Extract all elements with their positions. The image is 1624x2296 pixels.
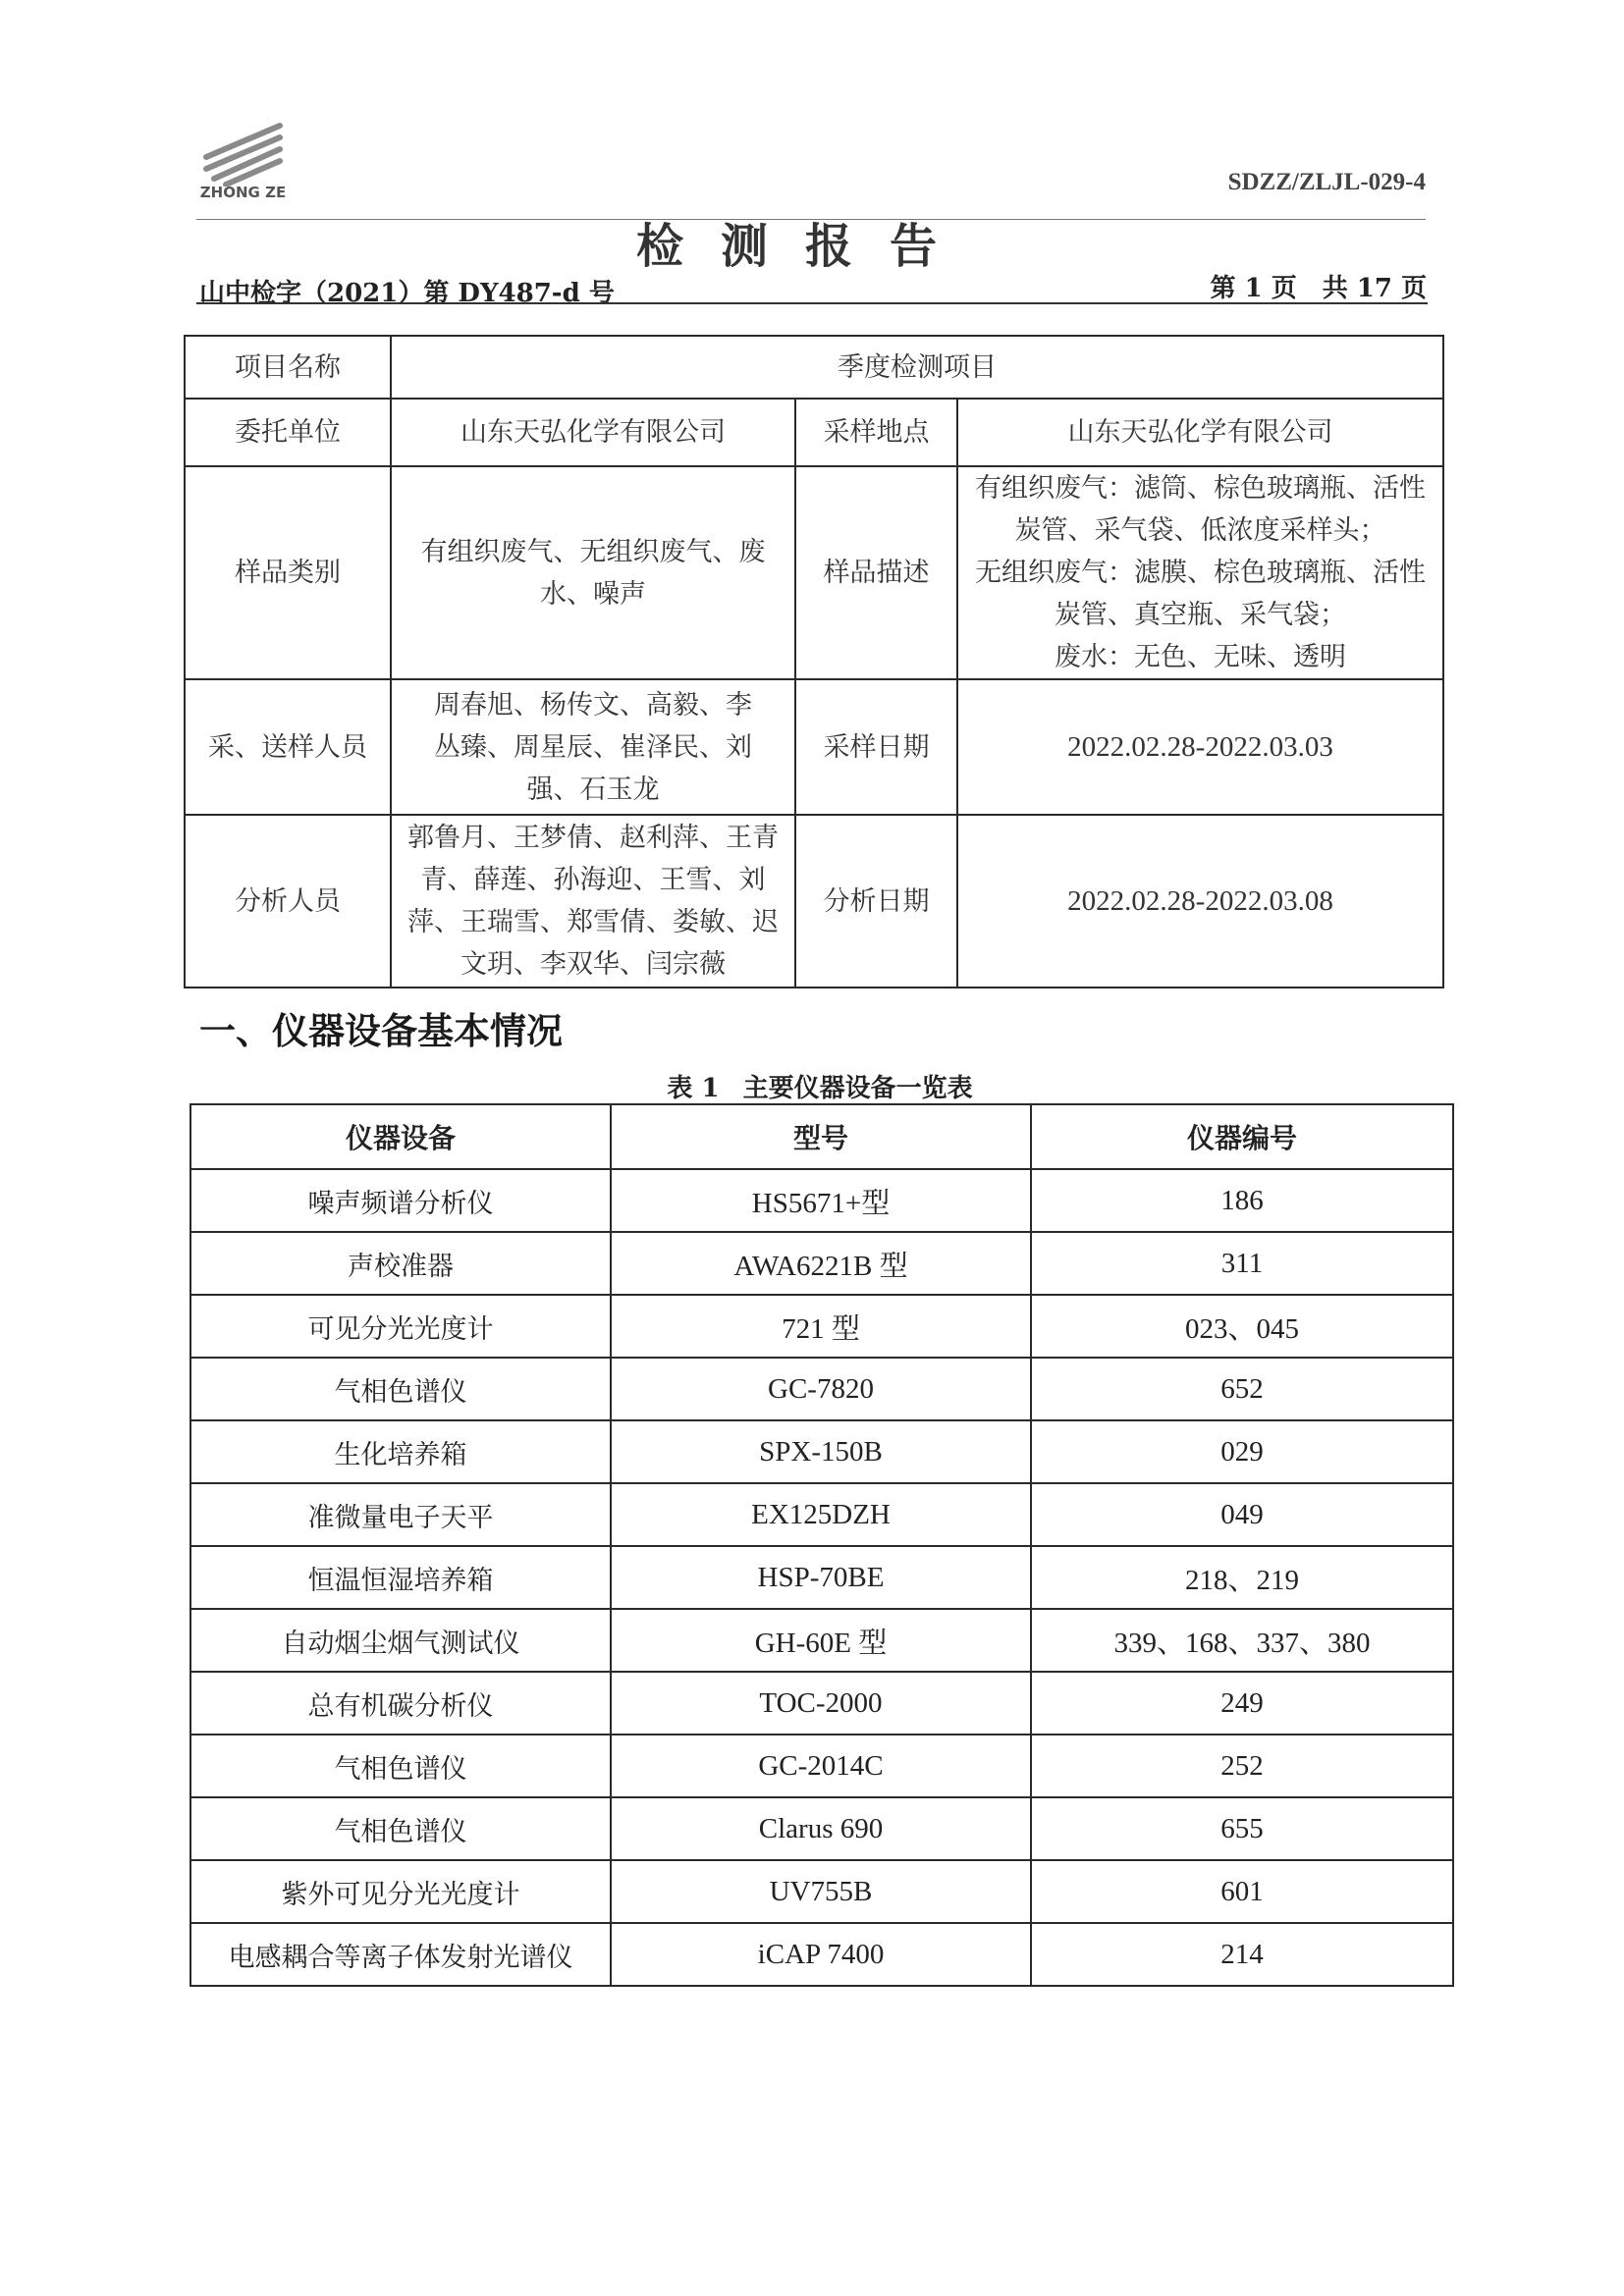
device-model: UV755B [611, 1860, 1031, 1923]
desc-line: 无组织废气：滤膜、棕色玻璃瓶、活性炭管、真空瓶、采气袋； [975, 558, 1426, 630]
site-value: 山东天弘化学有限公司 [957, 399, 1443, 466]
device-name: 准微量电子天平 [190, 1483, 611, 1546]
desc-label: 样品描述 [795, 466, 957, 679]
device-model: iCAP 7400 [611, 1923, 1031, 1986]
document-code: SDZZ/ZLJL-029-4 [1227, 169, 1426, 195]
report-info-table [184, 335, 1444, 988]
device-name: 生化培养箱 [190, 1420, 611, 1483]
device-model: HS5671+型 [611, 1169, 1031, 1232]
table-row [190, 1169, 1453, 1232]
sampler-label: 采、送样人员 [185, 679, 391, 815]
table-row [190, 1860, 1453, 1923]
page-title: 检测报告 [635, 219, 974, 274]
info-row-project [185, 336, 1443, 399]
table-row [190, 1483, 1453, 1546]
title-divider [196, 302, 1428, 304]
table-row [190, 1295, 1453, 1358]
analyst-label: 分析人员 [185, 815, 391, 988]
device-model: HSP-70BE [611, 1546, 1031, 1609]
device-id: 023、045 [1031, 1295, 1453, 1358]
device-name: 噪声频谱分析仪 [190, 1169, 611, 1232]
analysis-date-value: 2022.02.28-2022.03.08 [957, 815, 1443, 988]
table-row [190, 1797, 1453, 1860]
device-id: 214 [1031, 1923, 1453, 1986]
device-model: GH-60E 型 [611, 1609, 1031, 1672]
device-id: 029 [1031, 1420, 1453, 1483]
device-model: SPX-150B [611, 1420, 1031, 1483]
device-model: EX125DZH [611, 1483, 1031, 1546]
device-model: AWA6221B 型 [611, 1232, 1031, 1295]
client-label: 委托单位 [185, 399, 391, 466]
column-header-id: 仪器编号 [1031, 1104, 1453, 1169]
column-header-device: 仪器设备 [190, 1104, 611, 1169]
table-row [190, 1735, 1453, 1797]
device-name: 电感耦合等离子体发射光谱仪 [190, 1923, 611, 1986]
device-id: 252 [1031, 1735, 1453, 1797]
info-row-analyst [185, 815, 1443, 988]
device-model: TOC-2000 [611, 1672, 1031, 1735]
device-id: 311 [1031, 1232, 1453, 1295]
table-header-row [190, 1104, 1453, 1169]
project-label: 项目名称 [185, 336, 391, 399]
device-name: 声校准器 [190, 1232, 611, 1295]
desc-value [957, 466, 1443, 679]
report-number: 山中检字（2021）第 DY487-d 号 [199, 279, 615, 308]
device-id: 249 [1031, 1672, 1453, 1735]
sampler-value: 周春旭、杨传文、高毅、李丛臻、周星辰、崔泽民、刘强、石玉龙 [391, 679, 795, 815]
device-model: Clarus 690 [611, 1797, 1031, 1860]
device-model: 721 型 [611, 1295, 1031, 1358]
category-label: 样品类别 [185, 466, 391, 679]
table-caption [609, 1068, 1031, 1104]
device-name: 气相色谱仪 [190, 1358, 611, 1420]
device-id: 652 [1031, 1358, 1453, 1420]
device-name: 气相色谱仪 [190, 1735, 611, 1797]
table-row [190, 1232, 1453, 1295]
desc-line: 废水：无色、无味、透明 [1055, 642, 1346, 672]
device-name: 恒温恒湿培养箱 [190, 1546, 611, 1609]
table-row [190, 1923, 1453, 1986]
info-row-client [185, 399, 1443, 466]
table-row [190, 1546, 1453, 1609]
device-id: 655 [1031, 1797, 1453, 1860]
device-id: 339、168、337、380 [1031, 1609, 1453, 1672]
device-id: 218、219 [1031, 1546, 1453, 1609]
column-header-model: 型号 [611, 1104, 1031, 1169]
client-value: 山东天弘化学有限公司 [391, 399, 795, 466]
device-name: 总有机碳分析仪 [190, 1672, 611, 1735]
device-name: 自动烟尘烟气测试仪 [190, 1609, 611, 1672]
project-value: 季度检测项目 [391, 336, 1443, 399]
analysis-date-label: 分析日期 [795, 815, 957, 988]
device-id: 601 [1031, 1860, 1453, 1923]
logo-text: ZHONG ZE [199, 184, 287, 201]
device-model: GC-2014C [611, 1735, 1031, 1797]
table-row [190, 1672, 1453, 1735]
device-id: 049 [1031, 1483, 1453, 1546]
device-id: 186 [1031, 1169, 1453, 1232]
sample-date-value: 2022.02.28-2022.03.03 [957, 679, 1443, 815]
info-row-sample [185, 466, 1443, 679]
device-name: 紫外可见分光光度计 [190, 1860, 611, 1923]
sample-date-label: 采样日期 [795, 679, 957, 815]
table-caption-text: 主要仪器设备一览表 [742, 1074, 973, 1103]
device-name: 可见分光光度计 [190, 1295, 611, 1358]
info-row-sampler [185, 679, 1443, 815]
section-heading: 一、仪器设备基本情况 [199, 1010, 563, 1052]
site-label: 采样地点 [795, 399, 957, 466]
table-row [190, 1609, 1453, 1672]
analyst-value: 郭鲁月、王梦倩、赵利萍、王青青、薛莲、孙海迎、王雪、刘萍、王瑞雪、郑雪倩、娄敏、迟文玥、李双华、闫宗薇 [391, 815, 795, 988]
category-value: 有组织废气、无组织废气、废水、噪声 [391, 466, 795, 679]
device-model: GC-7820 [611, 1358, 1031, 1420]
table-caption-number: 表 1 [667, 1074, 720, 1103]
desc-line: 有组织废气：滤筒、棕色玻璃瓶、活性炭管、采气袋、低浓度采样头； [975, 473, 1426, 546]
table-row [190, 1358, 1453, 1420]
equipment-table [189, 1103, 1454, 1987]
device-name: 气相色谱仪 [190, 1797, 611, 1860]
table-row [190, 1420, 1453, 1483]
page-number: 第 1 页 共 17 页 [1210, 274, 1427, 303]
